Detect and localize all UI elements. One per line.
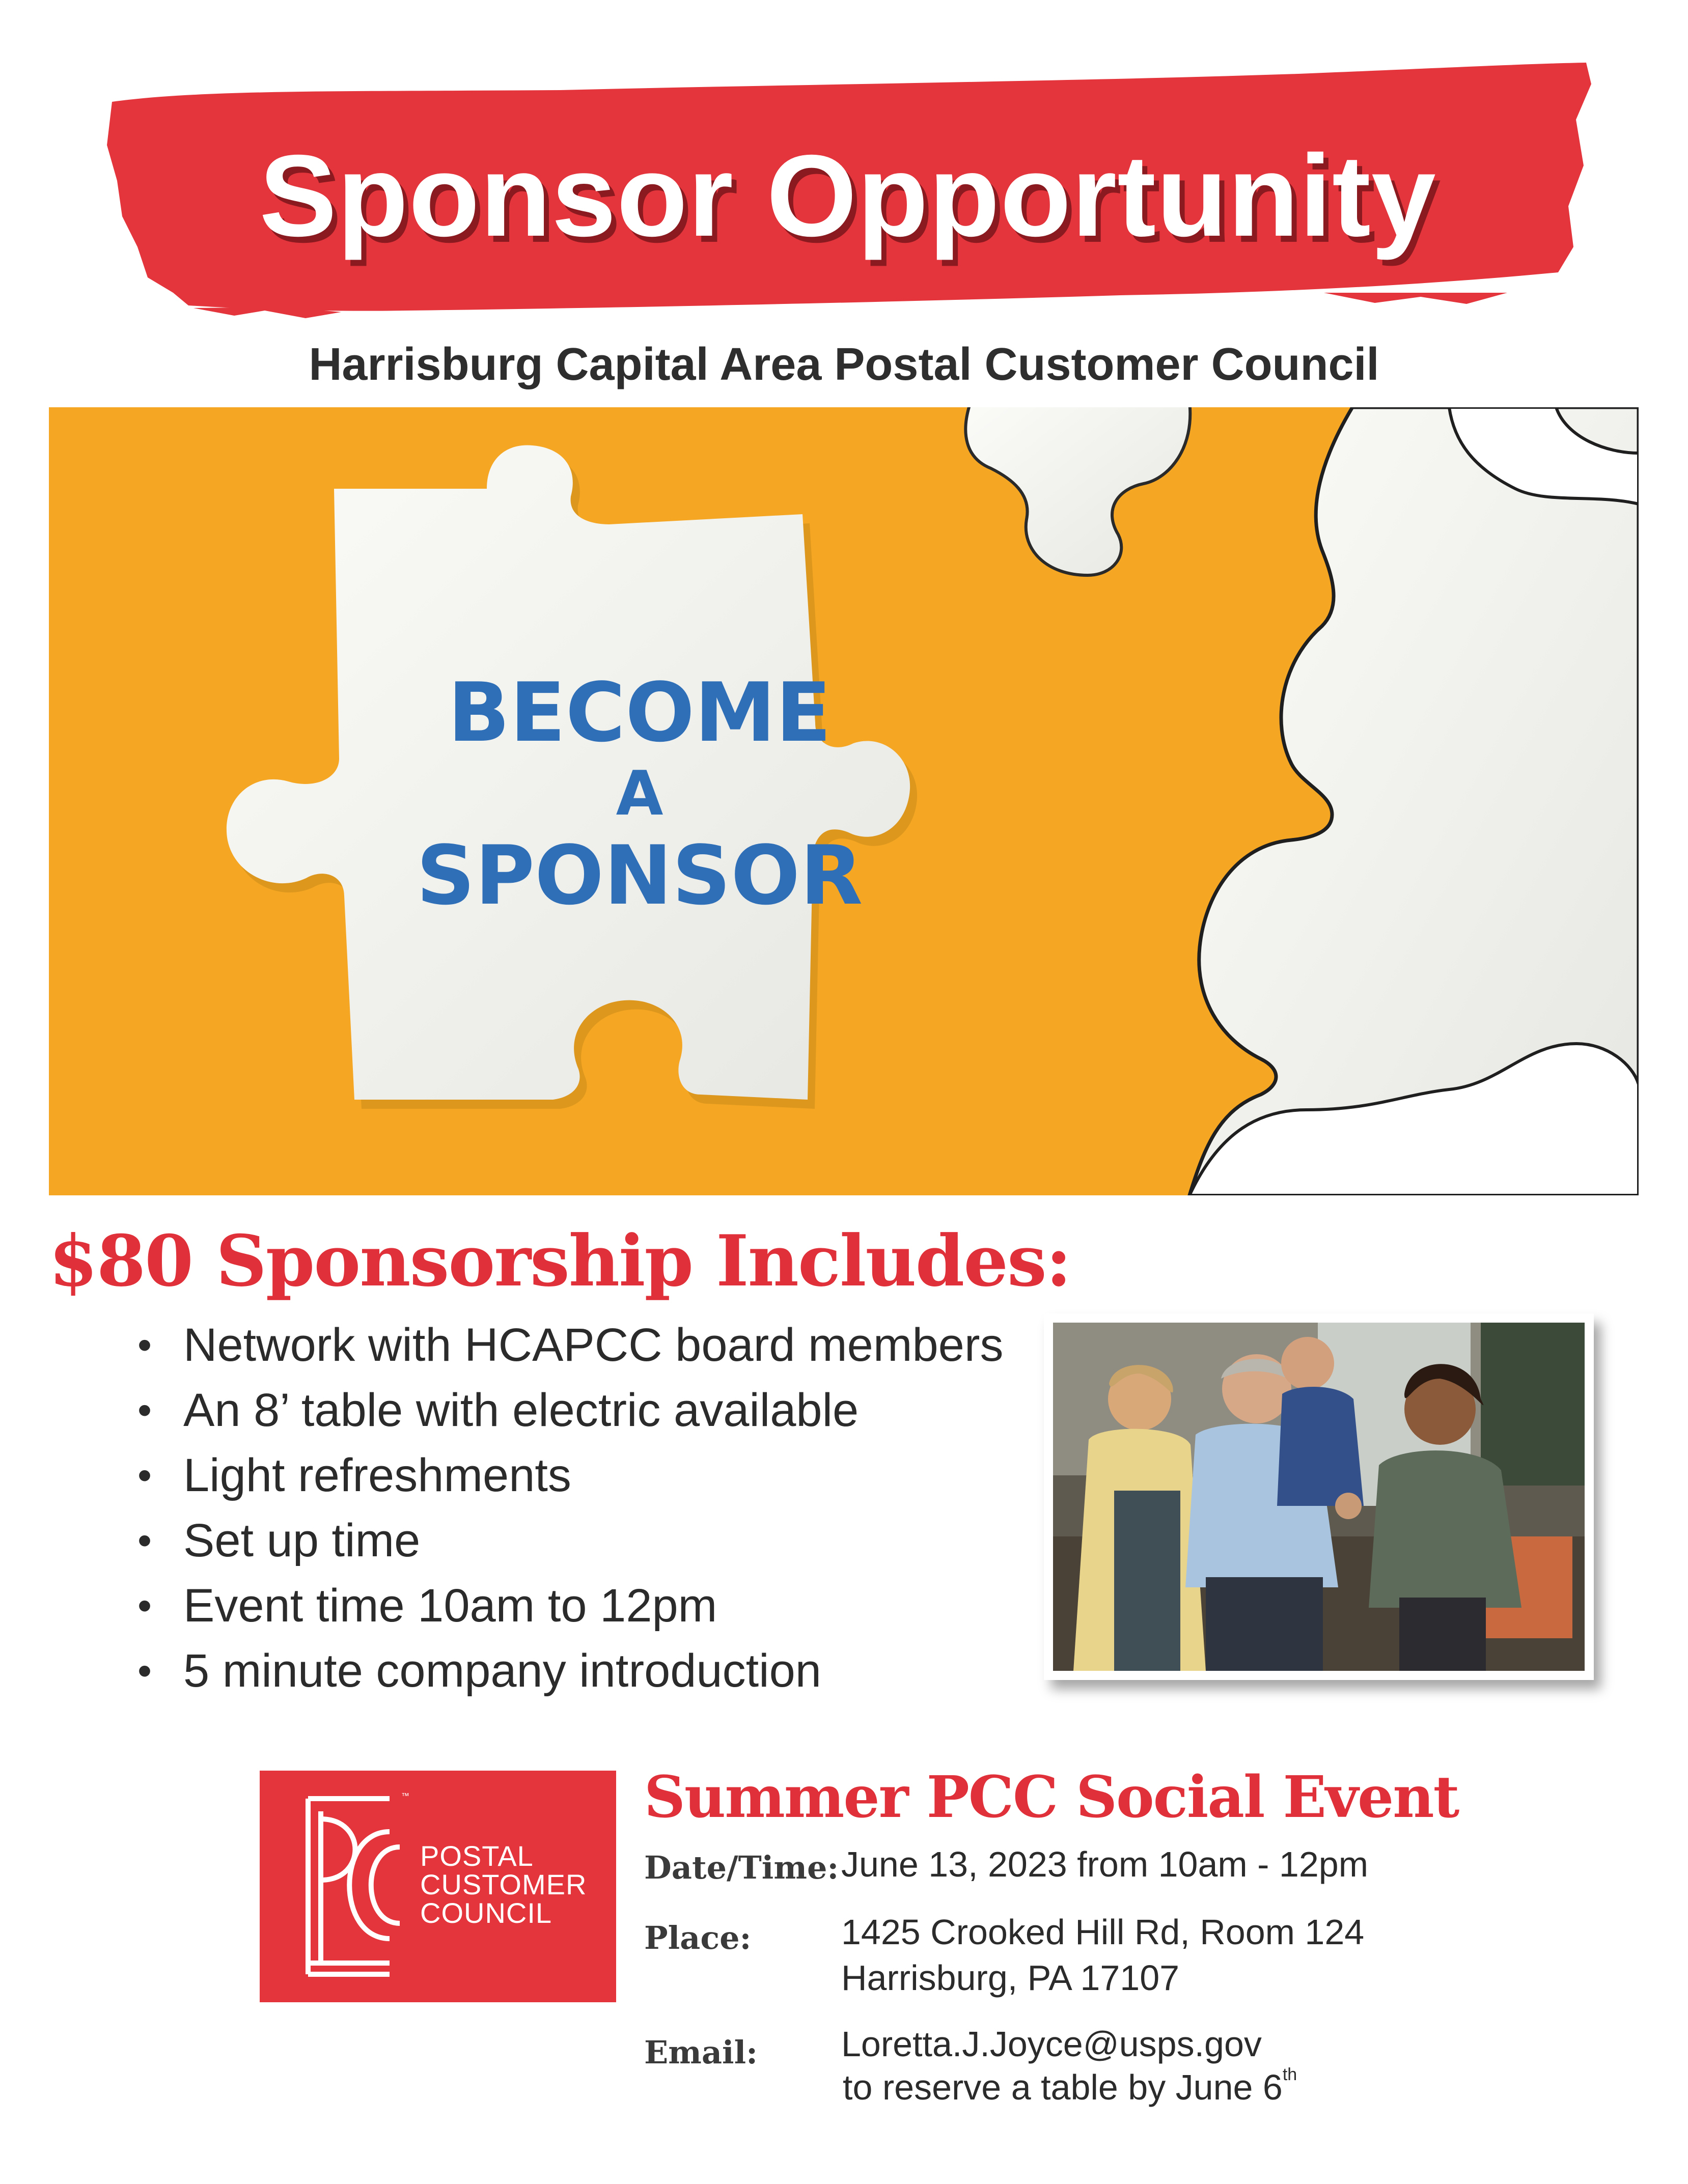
networking-photo-image: [1053, 1323, 1585, 1671]
title-banner: [102, 53, 1594, 339]
email-link[interactable]: Loretta.J.Joyce@usps.gov: [841, 2024, 1262, 2064]
networking-photo: [1044, 1313, 1594, 1680]
logo-line-council: COUNCIL: [420, 1897, 552, 1929]
people-networking-illustration: [1053, 1323, 1585, 1671]
place-line-1: 1425 Crooked Hill Rd, Room 124: [841, 1912, 1365, 1952]
sponsorship-heading: $80 Sponsorship Includes:: [49, 1219, 1071, 1302]
logo-wordmark: [420, 1842, 587, 1927]
logo-line-customer: CUSTOMER: [420, 1868, 587, 1900]
list-item: • 5 minute company introduction: [137, 1638, 1003, 1703]
become-a-sponsor-text: [334, 664, 945, 924]
reserve-note: [843, 2067, 1297, 2108]
datetime-value: June 13, 2023 from 10am - 12pm: [841, 1844, 1369, 1884]
place-line-2: Harrisburg, PA 17107: [841, 1958, 1180, 1998]
list-item: • Network with HCAPCC board members: [137, 1312, 1003, 1378]
logo-line-postal: POSTAL: [420, 1840, 534, 1872]
hero-image: [49, 407, 1639, 1195]
reserve-suffix: th: [1282, 2065, 1297, 2084]
list-item: • Set up time: [137, 1508, 1003, 1573]
hero-line-become: BECOME: [448, 665, 832, 760]
sponsorship-benefits-list: [137, 1312, 1003, 1703]
postal-customer-council-logo: [260, 1771, 616, 2002]
event-title: Summer PCC Social Event: [644, 1764, 1459, 1831]
reserve-text: to reserve a table by June 6: [843, 2067, 1283, 2107]
page-title: Sponsor Opportunity: [259, 131, 1436, 261]
hero-line-a: A: [616, 759, 663, 829]
list-item: • Light refreshments: [137, 1443, 1003, 1508]
list-item: • Event time 10am to 12pm: [137, 1573, 1003, 1638]
hero-line-sponsor: SPONSOR: [416, 828, 863, 923]
list-item: • An 8’ table with electric available: [137, 1378, 1003, 1443]
place-label: Place:: [644, 1919, 752, 1956]
trademark-symbol: ™: [401, 1792, 409, 1801]
email-label: Email:: [644, 2034, 758, 2071]
organization-name: Harrisburg Capital Area Postal Customer Council: [309, 339, 1379, 390]
datetime-label: Date/Time:: [644, 1849, 839, 1886]
